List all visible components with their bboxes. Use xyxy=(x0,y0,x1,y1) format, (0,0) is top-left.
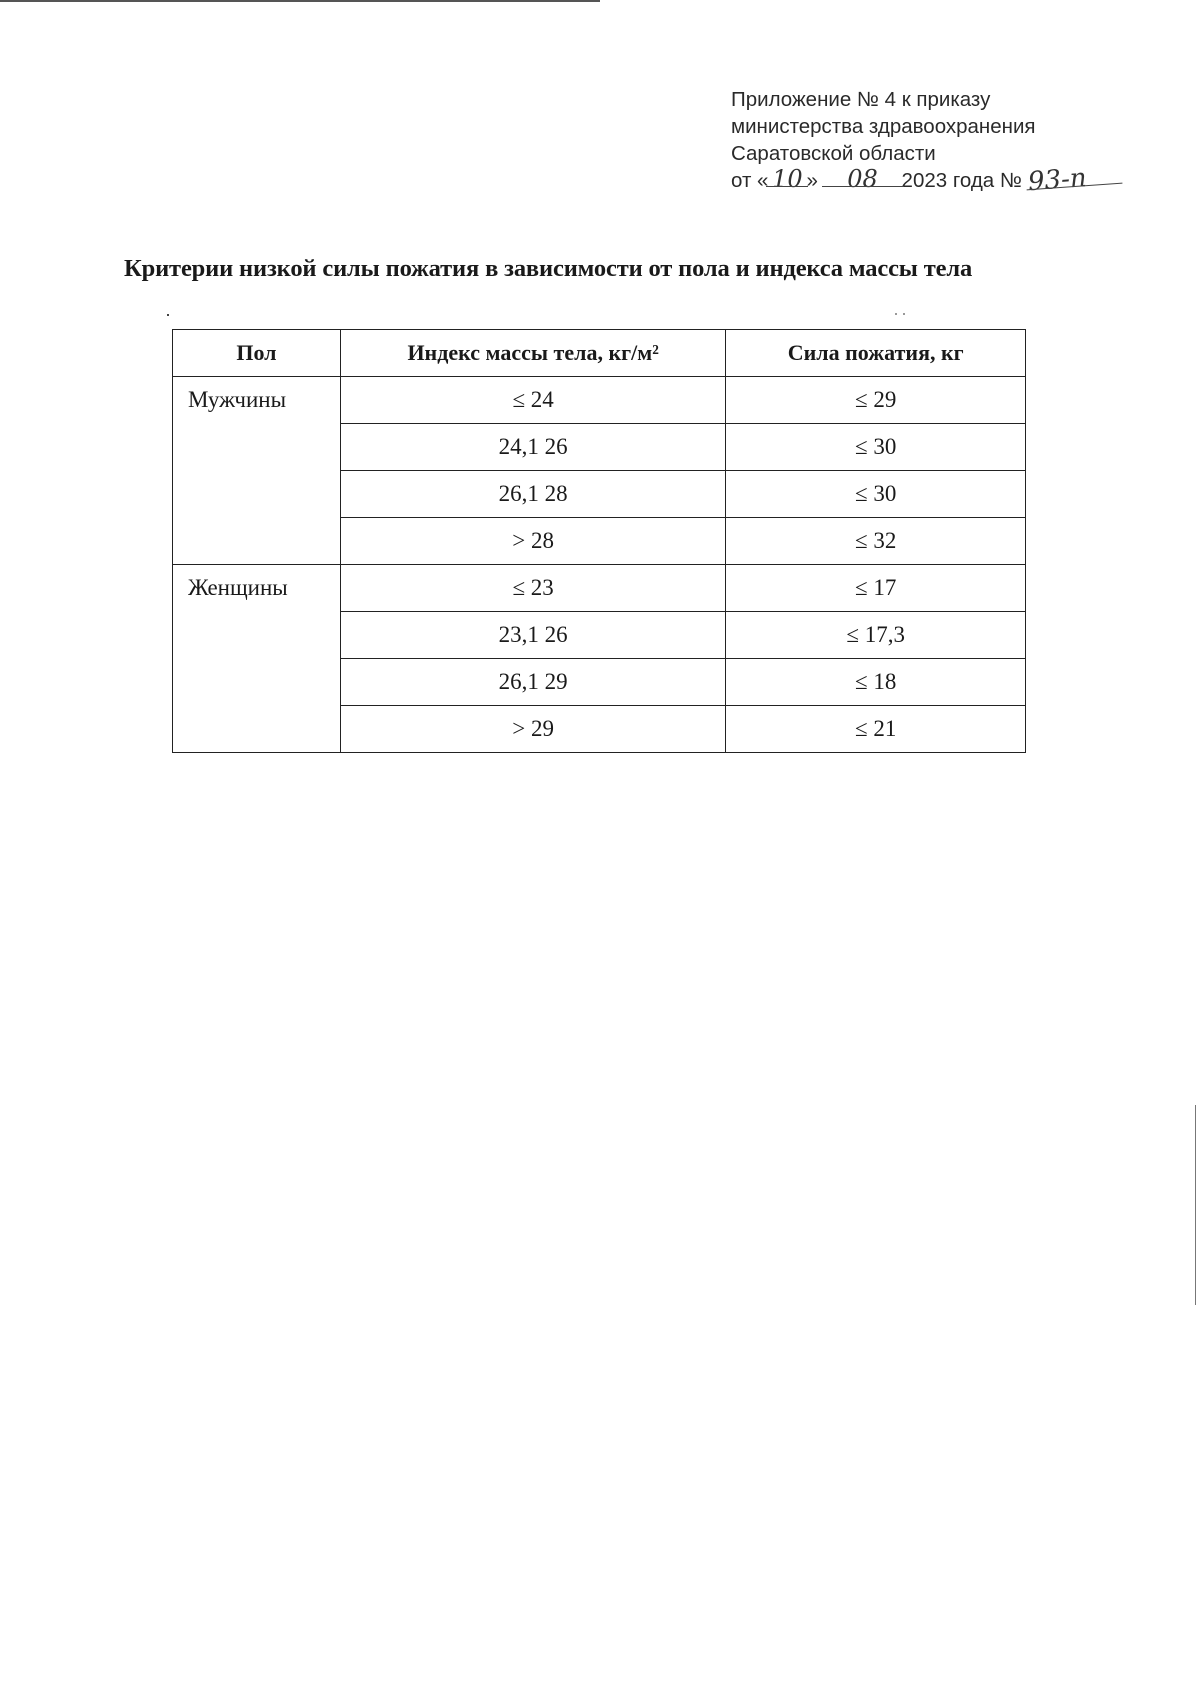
grip-cell: ≤ 21 xyxy=(726,706,1026,753)
grip-cell: ≤ 17,3 xyxy=(726,612,1026,659)
appendix-date-line xyxy=(731,163,1120,198)
scan-edge-top xyxy=(0,0,600,2)
table-row xyxy=(173,377,1026,424)
grip-cell: ≤ 32 xyxy=(726,518,1026,565)
bmi-cell: 26,1 28 xyxy=(340,471,725,518)
date-prefix: от « xyxy=(731,169,769,192)
appendix-line-2: министерства здравоохранения xyxy=(731,115,1036,138)
criteria-table xyxy=(172,329,1026,753)
header-sex: Пол xyxy=(173,330,341,377)
document-title: Критерии низкой силы пожатия в зависимости от пола и индекса массы тела xyxy=(124,255,973,282)
grip-cell: ≤ 29 xyxy=(726,377,1026,424)
scan-speck xyxy=(903,313,905,315)
sex-cell-men: Мужчины xyxy=(173,377,341,565)
bmi-cell: 26,1 29 xyxy=(340,659,725,706)
table-header-row xyxy=(173,330,1026,377)
grip-cell: ≤ 30 xyxy=(726,424,1026,471)
date-mid: » xyxy=(806,169,818,192)
bmi-cell: > 29 xyxy=(340,706,725,753)
table-row xyxy=(173,565,1026,612)
handwritten-month: 08 xyxy=(824,169,902,189)
bmi-cell: ≤ 23 xyxy=(340,565,725,612)
scan-edge-right xyxy=(1195,1105,1196,1305)
appendix-line-1: Приложение № 4 к приказу xyxy=(731,88,991,111)
handwritten-order-number: 93-п xyxy=(1027,166,1120,192)
appendix-line-3: Саратовской области xyxy=(731,142,936,165)
bmi-cell: 23,1 26 xyxy=(340,612,725,659)
appendix-header xyxy=(731,86,1120,198)
header-bmi: Индекс массы тела, кг/м² xyxy=(340,330,725,377)
scan-speck xyxy=(895,313,897,315)
handwritten-day: 10 xyxy=(768,169,806,189)
header-grip-strength: Сила пожатия, кг xyxy=(726,330,1026,377)
bmi-cell: 24,1 26 xyxy=(340,424,725,471)
bmi-cell: > 28 xyxy=(340,518,725,565)
sex-cell-women: Женщины xyxy=(173,565,341,753)
grip-cell: ≤ 17 xyxy=(726,565,1026,612)
grip-cell: ≤ 30 xyxy=(726,471,1026,518)
scan-speck xyxy=(167,314,169,316)
year-text: 2023 года № xyxy=(901,169,1022,192)
grip-cell: ≤ 18 xyxy=(726,659,1026,706)
bmi-cell: ≤ 24 xyxy=(340,377,725,424)
